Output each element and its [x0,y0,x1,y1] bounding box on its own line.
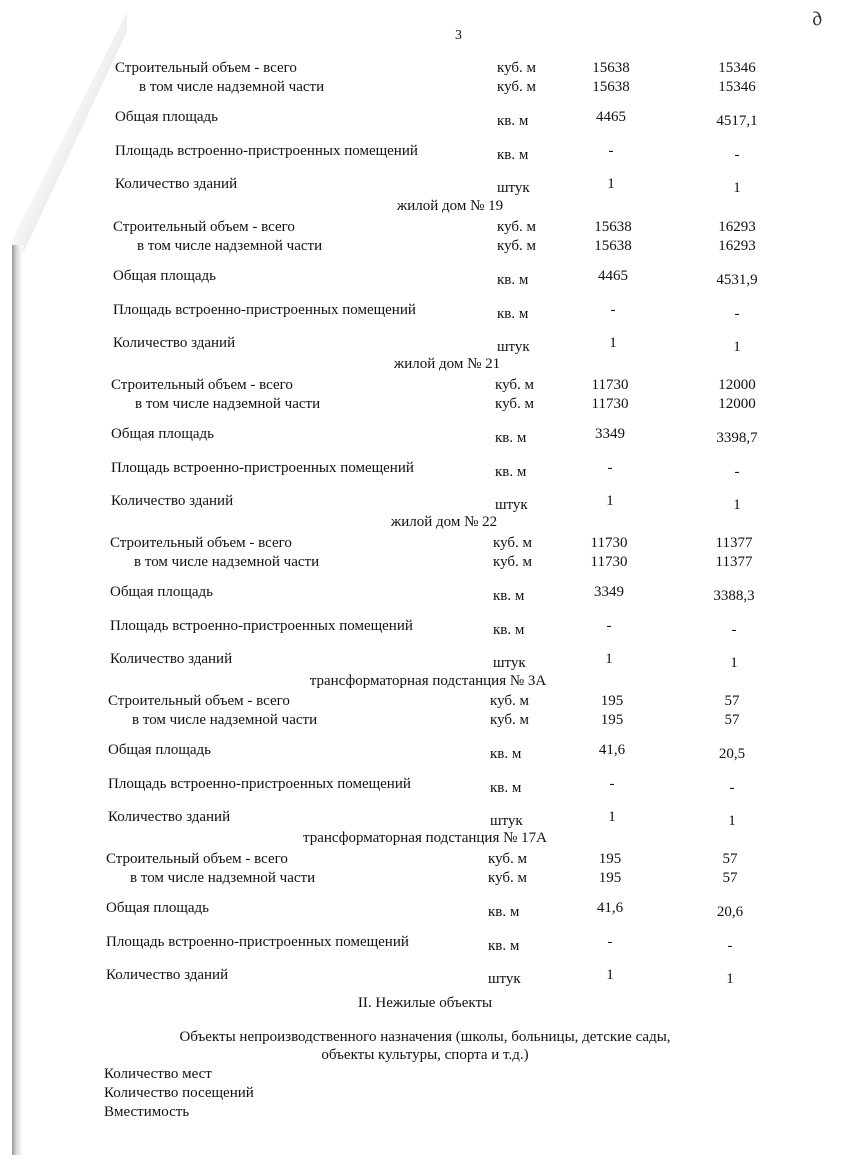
planned-value: - [609,776,615,792]
row-unit: куб. м [493,554,533,570]
actual-value: - [734,147,740,163]
row-label: Количество зданий [108,809,231,825]
row-unit: куб. м [493,535,533,551]
row-label: Общая площадь [111,426,215,442]
object-heading: жилой дом № 22 [390,514,498,530]
row-unit: кв. м [495,430,527,446]
planned-value: 1 [606,493,614,509]
planned-value: - [607,934,613,950]
planned-value: 195 [598,851,622,867]
object-heading: жилой дом № 21 [393,356,501,372]
row-label: Общая площадь [113,268,217,284]
actual-value: 4531,9 [716,272,758,288]
object-heading: трансформаторная подстанция № 17А [302,830,547,846]
row-label: в том числе надземной части [135,396,321,412]
planned-value: 3349 [595,426,625,442]
planned-value: 15638 [592,79,630,95]
actual-value: 57 [722,870,738,886]
actual-value: 1 [728,813,736,829]
actual-value: 1 [730,655,738,671]
actual-value: 3398,7 [716,430,758,446]
planned-value: 1 [605,651,613,667]
planned-value: 41,6 [596,900,624,916]
planned-value: 11730 [591,396,629,412]
actual-value: 57 [724,693,740,709]
planned-value: 15638 [594,219,632,235]
actual-value: 16293 [718,219,756,235]
planned-value: 11730 [590,535,628,551]
row-label: Площадь встроенно-пристроенных помещений [113,302,416,318]
actual-value: 15346 [718,60,756,76]
row-label: Количество зданий [106,967,229,983]
row-unit: куб. м [495,396,535,412]
item-visits: Количество посещений [104,1085,254,1101]
row-label: в том числе надземной части [134,554,320,570]
row-label: Общая площадь [106,900,210,916]
row-label: Количество зданий [110,651,233,667]
planned-value: 15638 [594,238,632,254]
planned-value: 195 [598,870,622,886]
actual-value: 20,5 [718,746,746,762]
actual-value: 1 [733,497,741,513]
row-unit: кв. м [490,780,522,796]
item-capacity: Вместимость [104,1104,190,1120]
planned-value: 4465 [596,109,626,125]
row-label: Строительный объем - всего [108,693,290,709]
row-unit: кв. м [495,464,527,480]
row-label: в том числе надземной части [132,712,318,728]
row-label: в том числе надземной части [137,238,323,254]
row-label: Строительный объем - всего [106,851,288,867]
row-unit: штук [493,655,526,671]
row-unit: кв. м [493,588,525,604]
page-fold-shadow [12,12,127,252]
actual-value: 12000 [718,396,756,412]
actual-value: 12000 [718,377,756,393]
actual-value: - [734,464,740,480]
row-label: Площадь встроенно-пристроенных помещений [110,618,413,634]
row-unit: штук [497,180,530,196]
section-subtitle-line2: объекты культуры, спорта и т.д.) [321,1047,529,1063]
planned-value: 15638 [592,60,630,76]
section-subtitle-line1: Объекты непроизводственного назначения (школы, больницы, детские сады, [179,1029,671,1045]
planned-value: 41,6 [598,742,626,758]
actual-value: 4517,1 [716,113,758,129]
actual-value: 11377 [715,535,753,551]
actual-value: 16293 [718,238,756,254]
row-label: Общая площадь [115,109,219,125]
planned-value: 1 [607,176,615,192]
planned-value: 195 [600,712,624,728]
row-label: Количество зданий [113,335,236,351]
row-label: Площадь встроенно-пристроенных помещений [108,776,411,792]
actual-value: - [729,780,735,796]
row-unit: штук [497,339,530,355]
row-label: Площадь встроенно-пристроенных помещений [106,934,409,950]
row-unit: кв. м [490,746,522,762]
handwritten-mark: д [809,7,825,31]
row-unit: куб. м [497,219,537,235]
row-unit: куб. м [497,238,537,254]
planned-value: - [607,460,613,476]
row-unit: куб. м [488,851,528,867]
planned-value: - [606,618,612,634]
planned-value: 1 [609,335,617,351]
actual-value: 11377 [715,554,753,570]
row-unit: куб. м [490,693,530,709]
row-label: Количество зданий [111,493,234,509]
actual-value: 1 [733,180,741,196]
row-unit: штук [490,813,523,829]
planned-value: 1 [606,967,614,983]
planned-value: 1 [608,809,616,825]
row-unit: куб. м [495,377,535,393]
row-unit: штук [495,497,528,513]
actual-value: 3388,3 [713,588,755,604]
section-title: II. Нежилые объекты [357,995,493,1011]
actual-value: 57 [724,712,740,728]
page-edge-shadow [12,245,23,1155]
planned-value: 3349 [594,584,624,600]
row-label: Площадь встроенно-пристроенных помещений [115,143,418,159]
row-unit: кв. м [488,938,520,954]
item-places: Количество мест [104,1066,212,1082]
planned-value: - [610,302,616,318]
actual-value: 1 [733,339,741,355]
actual-value: 15346 [718,79,756,95]
row-unit: куб. м [490,712,530,728]
planned-value: 195 [600,693,624,709]
row-label: в том числе надземной части [139,79,325,95]
row-label: Количество зданий [115,176,238,192]
actual-value: 1 [726,971,734,987]
row-unit: куб. м [497,60,537,76]
row-unit: куб. м [497,79,537,95]
row-label: в том числе надземной части [130,870,316,886]
actual-value: - [731,622,737,638]
row-unit: кв. м [497,113,529,129]
planned-value: - [608,143,614,159]
row-unit: куб. м [488,870,528,886]
row-unit: кв. м [488,904,520,920]
object-heading: трансформаторная подстанция № 3А [309,673,547,689]
row-label: Строительный объем - всего [110,535,292,551]
object-heading: жилой дом № 19 [396,198,504,214]
actual-value: 20,6 [716,904,744,920]
row-label: Строительный объем - всего [115,60,297,76]
page-number: 3 [455,28,462,43]
row-unit: штук [488,971,521,987]
row-label: Общая площадь [110,584,214,600]
row-label: Общая площадь [108,742,212,758]
row-label: Площадь встроенно-пристроенных помещений [111,460,414,476]
actual-value: - [734,306,740,322]
row-unit: кв. м [497,147,529,163]
row-unit: кв. м [493,622,525,638]
actual-value: - [727,938,733,954]
planned-value: 11730 [590,554,628,570]
planned-value: 11730 [591,377,629,393]
row-unit: кв. м [497,272,529,288]
planned-value: 4465 [598,268,628,284]
actual-value: 57 [722,851,738,867]
row-label: Строительный объем - всего [111,377,293,393]
row-label: Строительный объем - всего [113,219,295,235]
row-unit: кв. м [497,306,529,322]
